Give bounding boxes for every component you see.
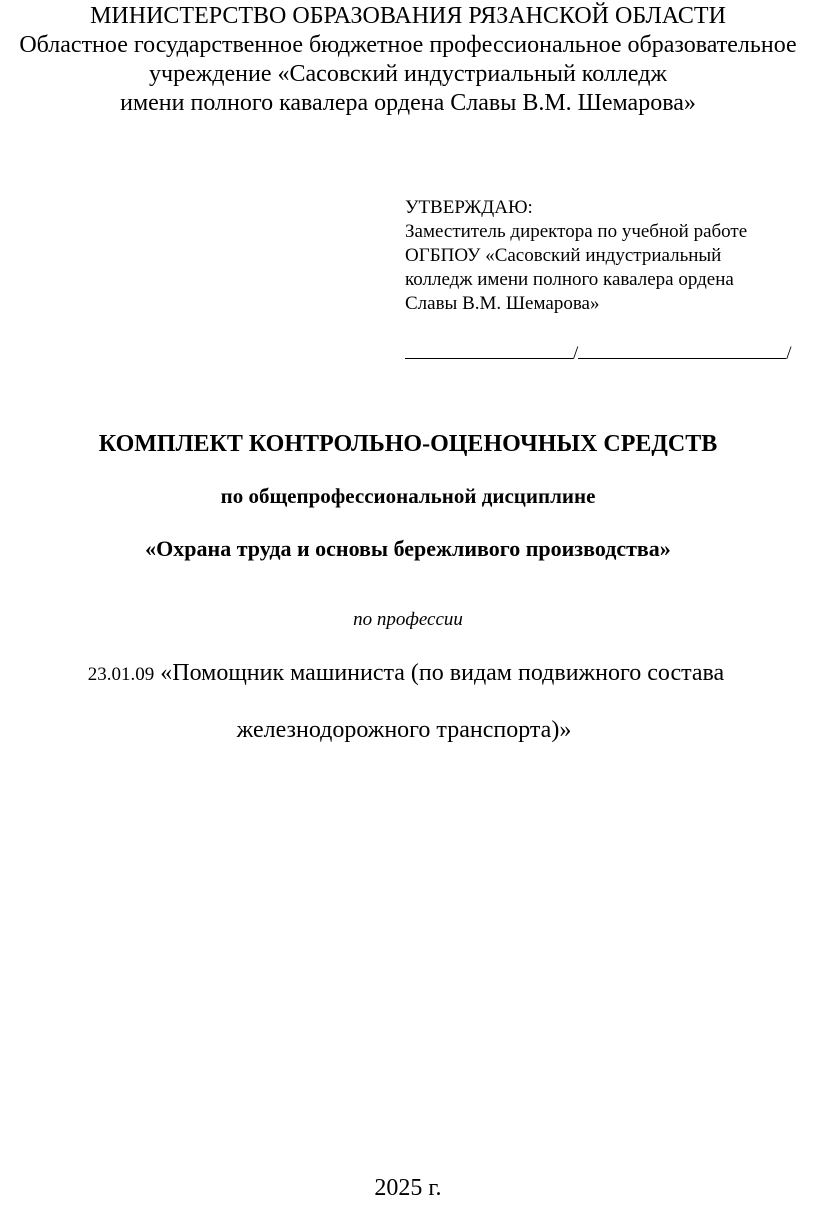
signature-end-mark: / <box>786 343 792 364</box>
document-header <box>0 2 816 118</box>
profession-line-1 <box>0 657 814 691</box>
institution-line-2: учреждение «Сасовский индустриальный колледж <box>149 61 667 87</box>
approval-block <box>405 196 805 316</box>
profession-label: по профессии <box>353 609 463 630</box>
profession-line-2: железнодорожного транспорта)» <box>236 717 572 743</box>
signature-blank <box>405 338 573 359</box>
institution-line-3: имени полного кавалера ордена Славы В.М. Шемарова» <box>120 90 696 116</box>
discipline-name: «Охрана труда и основы бережливого производства» <box>145 536 671 561</box>
signature-line <box>405 338 792 366</box>
approval-line: Славы В.М. Шемарова» <box>405 293 600 314</box>
signature-separator: / <box>573 343 579 364</box>
approval-line: ОГБПОУ «Сасовский индустриальный <box>405 245 722 266</box>
document-year: 2025 г. <box>374 1175 442 1201</box>
institution-line-1: Областное государственное бюджетное профессиональное образовательное <box>19 32 797 58</box>
approval-line: Заместитель директора по учебной работе <box>405 221 748 242</box>
document-title: КОМПЛЕКТ КОНТРОЛЬНО-ОЦЕНОЧНЫХ СРЕДСТВ <box>98 431 718 457</box>
name-blank <box>578 338 786 359</box>
approval-heading: УТВЕРЖДАЮ: <box>405 197 533 218</box>
approval-line: колледж имени полного кавалера ордена <box>405 269 734 290</box>
discipline-label: по общепрофессиональной дисциплине <box>220 484 596 508</box>
ministry-name: МИНИСТЕРСТВО ОБРАЗОВАНИЯ РЯЗАНСКОЙ ОБЛАСТИ <box>90 3 726 29</box>
profession-name-1: «Помощник машиниста (по видам подвижного состава <box>154 660 725 686</box>
profession-code: 23.01.09 <box>87 664 155 685</box>
